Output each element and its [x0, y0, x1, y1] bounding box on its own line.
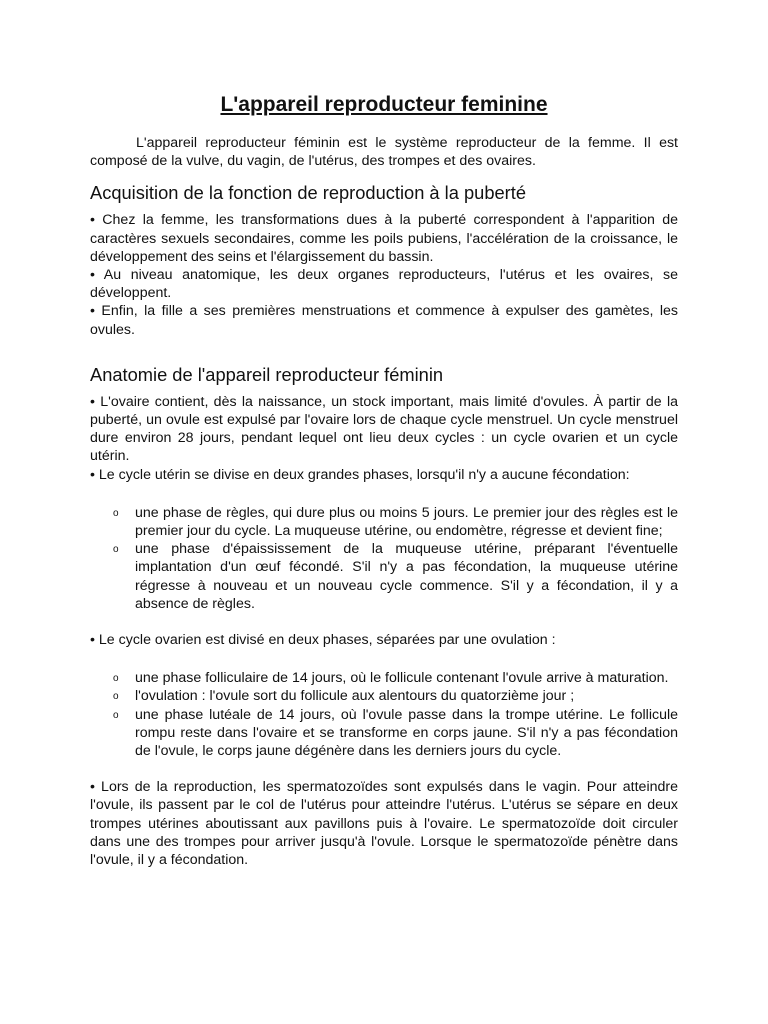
spacer — [90, 339, 678, 364]
list-item-text: une phase de règles, qui dure plus ou moins 5 jours. Le premier jour des règles est le premier jour du cycle. La muqueuse utérine, ou endomètre, régresse et devient fine; — [135, 504, 678, 540]
spacer — [90, 484, 678, 504]
circle-bullet-icon: o — [113, 507, 119, 519]
circle-bullet-icon: o — [113, 544, 119, 556]
anatomy-paragraph-ovary: • L'ovaire contient, dès la naissance, un stock important, mais limité d'ovules. À partir de la puberté, un ovule est expulsé par l'ovaire lors de chaque cycle menstruel. Un cycle menstruel dure environ 28 jours, pendant lequel ont lieu deux cycles : un cycle ovarien et un cycle utérin. — [90, 393, 678, 465]
spacer — [90, 760, 678, 778]
list-item-text: une phase d'épaississement de la muqueuse utérine, préparant l'éventuelle implantation d'un œuf fécondé. S'il n'y a pas fécondation, la muqueuse utérine régresse à nouveau et un nouveau cycle commence. S'il y a fécondation, il y a absence de règles. — [135, 541, 678, 612]
list-item — [90, 687, 678, 705]
uterine-cycle-list — [90, 504, 678, 613]
anatomy-paragraph-ovarian-cycle: • Le cycle ovarien est divisé en deux phases, séparées par une ovulation : — [90, 632, 556, 649]
anatomy-paragraph-fertilization: • Lors de la reproduction, les spermatozoïdes sont expulsés dans le vagin. Pour atteindre l'ovule, ils passent par le col de l'utérus pour atteindre l'utérus. L'utérus se sépare en deux trompes utérines aboutissant aux pavillons puis à l'ovaire. Le spermatozoïde doit circuler dans une des trompes pour arriver jusqu'à l'ovule. Lorsque le spermatozoïde pénètre dans l'ovule, il y a fécondation. — [90, 779, 678, 869]
circle-bullet-icon: o — [113, 673, 119, 685]
list-item-text: l'ovulation : l'ovule sort du follicule aux alentours du quatorzième jour ; — [135, 688, 575, 705]
list-item-text: une phase folliculaire de 14 jours, où le follicule contenant l'ovule arrive à maturation. — [135, 670, 669, 687]
puberty-paragraph-2: • Au niveau anatomique, les deux organes reproducteurs, l'utérus et les ovaires, se développent. — [90, 267, 678, 302]
list-item — [90, 504, 678, 540]
section-heading-puberty: Acquisition de la fonction de reproduction à la puberté — [90, 182, 526, 204]
list-item — [90, 706, 678, 761]
spacer — [90, 613, 678, 631]
circle-bullet-icon: o — [113, 691, 119, 703]
ovarian-cycle-list — [90, 669, 678, 760]
circle-bullet-icon: o — [113, 709, 119, 721]
list-item — [90, 669, 678, 687]
puberty-paragraph-1: • Chez la femme, les transformations dues à la puberté correspondent à l'apparition de caractères sexuels secondaires, comme les poils pubiens, l'accélération de la croissance, le développement des seins et l'élargissement du bassin. — [90, 212, 678, 265]
intro-paragraph: L'appareil reproducteur féminin est le système reproducteur de la femme. Il est composé de la vulve, du vagin, de l'utérus, des trompes et des ovaires. — [90, 135, 678, 170]
spacer — [90, 649, 678, 669]
list-item — [90, 540, 678, 613]
puberty-paragraph-3: • Enfin, la fille a ses premières menstruations et commence à expulser des gamètes, les ovules. — [90, 303, 678, 338]
document-title: L'appareil reproducteur feminine — [220, 93, 548, 116]
document-page — [90, 92, 678, 869]
list-item-text: une phase lutéale de 14 jours, où l'ovule passe dans la trompe utérine. Le follicule rompu reste dans l'ovaire et se transforme en corps jaune. S'il n'y a pas fécondation de l'ovule, le corps jaune dégénère dans les derniers jours du cycle. — [135, 706, 678, 760]
anatomy-paragraph-uterine-cycle: • Le cycle utérin se divise en deux grandes phases, lorsqu'il n'y a aucune fécondation: — [90, 466, 630, 483]
section-heading-anatomy: Anatomie de l'appareil reproducteur féminin — [90, 363, 444, 385]
